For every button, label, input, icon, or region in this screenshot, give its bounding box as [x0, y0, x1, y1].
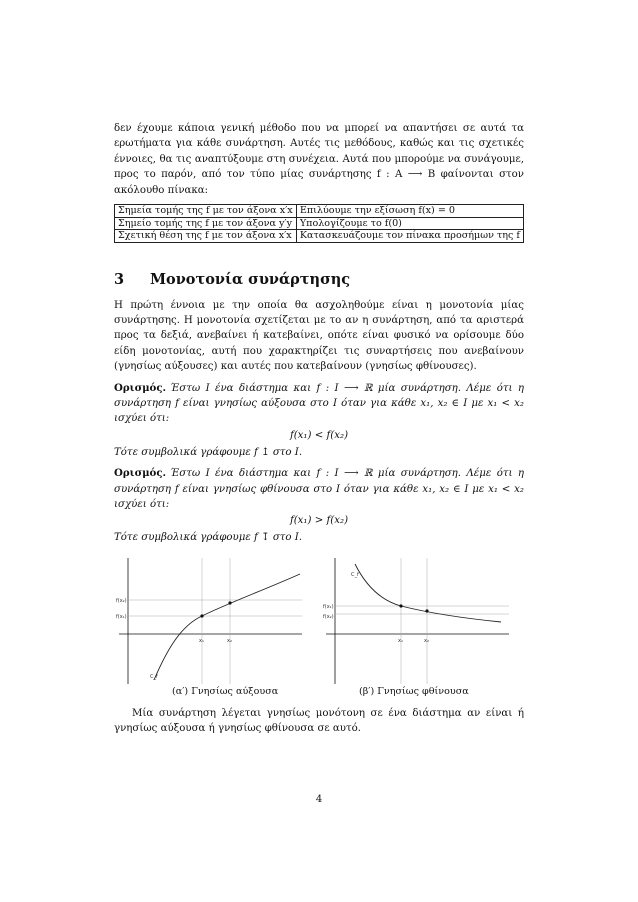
- properties-table: [114, 204, 524, 243]
- definition-text: Έστω I ένα διάστημα και f : I ⟶ ℝ μία συνάρτηση. Λέμε ότι η συνάρτηση f είναι γνησίως αύξουσα στο I όταν για κάθε x₁, x₂ ∈ I με x₁ < x₂ ισχύει ότι:: [114, 382, 524, 425]
- curve-label: C_f: [150, 673, 158, 680]
- final-paragraph: Μία συνάρτηση λέγεται γνησίως μονότονη σε ένα διάστημα αν είναι ή γνησίως αύξουσα ή γνησίως φθίνουσα σε αυτό.: [114, 707, 524, 735]
- table-cell: Υπολογίζουμε το f(0): [296, 217, 523, 230]
- fx1-label: f(x₁): [323, 603, 334, 610]
- table-cell: Σχετική θέση της f με τον άξονα x′x: [115, 230, 297, 243]
- definition-conclusion: Τότε συμβολικά γράφουμε f ↥ στο I.: [114, 446, 303, 458]
- figure-decreasing: [321, 554, 511, 697]
- table-row: [115, 230, 524, 243]
- section-title: Μονοτονία συνάρτησης: [150, 270, 351, 288]
- x1-label: x₁: [398, 637, 403, 644]
- intro-paragraph: δεν έχουμε κάποια γενική μέθοδο που να μπορεί να απαντήσει σε αυτά τα ερωτήματα για κάθε συνάρτηση. Αυτές τις μεθόδους, καθώς και τις σχετικές έννοιες, θα τις αναπτύξουμε στη συνέχεια. Αυτά που μπορούμε να συνάγουμε, προς το παρόν, από τον τύπο μίας συνάρτησης f : A ⟶ B φαίνονται στον ακόλουθο πίνακα:: [114, 123, 524, 196]
- section-paragraph: Η πρώτη έννοια με την οποία θα ασχοληθούμε είναι η μονοτονία μίας συνάρτησης. Η μονοτονία σχετίζεται με το αν η συνάρτηση, από τα αριστερά προς τα δεξιά, ανεβαίνει ή κατεβαίνει, οπότε είναι φυσικό να ορίσουμε δύο είδη μονοτονίας, αυτή που χαρακτηρίζει τις συναρτήσεις που ανεβαίνουν (γνησίως αύξουσες) και αυτές που κατεβαίνουν (γνησίως φθίνουσες).: [114, 299, 524, 373]
- definition-text: Έστω I ένα διάστημα και f : I ⟶ ℝ μία συνάρτηση. Λέμε ότι η συνάρτηση f είναι γνησίως φθίνουσα στο I όταν για κάθε x₁, x₂ ∈ I με x₁ < x₂ ισχύει ότι:: [114, 468, 524, 510]
- point-x1: [200, 614, 203, 617]
- page-number: 4: [315, 794, 323, 805]
- section-heading: [114, 271, 524, 288]
- fx2-label: f(x₂): [323, 613, 334, 620]
- page-content: [114, 121, 524, 737]
- table-cell: Επιλύουμε την εξίσωση f(x) = 0: [296, 205, 523, 218]
- definition-label: Ορισμός.: [114, 381, 167, 394]
- figures-row: [114, 554, 524, 697]
- formula-decreasing: f(x₁) > f(x₂): [289, 515, 349, 527]
- curve-label: C_f: [351, 571, 359, 578]
- table-row: [115, 205, 524, 218]
- section-number: 3: [114, 270, 125, 288]
- fx2-label: f(x₂): [116, 597, 127, 604]
- definition-label: Ορισμός.: [114, 467, 167, 480]
- table-row: [115, 217, 524, 230]
- table-cell: Κατασκευάζουμε τον πίνακα προσήμων της f: [296, 230, 523, 243]
- figure-caption: (β′) Γνησίως φθίνουσα: [359, 685, 469, 697]
- definition-conclusion: Τότε συμβολικά γράφουμε f ↧ στο I.: [114, 532, 303, 544]
- point-x2: [228, 601, 231, 604]
- figure-caption: (α′) Γνησίως αύξουσα: [172, 685, 279, 697]
- point-x1: [399, 604, 402, 607]
- table-cell: Σημεία τομής της f με τον άξονα x′x: [115, 205, 297, 218]
- formula-increasing: f(x₁) < f(x₂): [289, 429, 349, 441]
- fx1-label: f(x₁): [116, 613, 127, 620]
- decreasing-curve: [355, 564, 501, 622]
- definition-decreasing: [114, 466, 524, 512]
- definition-increasing: [114, 381, 524, 427]
- x2-label: x₂: [424, 637, 429, 644]
- increasing-curve: [154, 574, 300, 680]
- figure-increasing: [114, 554, 304, 697]
- point-x2: [425, 609, 428, 612]
- x2-label: x₂: [227, 637, 232, 644]
- increasing-graph: [114, 554, 304, 686]
- x1-label: x₁: [199, 637, 204, 644]
- table-cell: Σημείο τομής της f με τον άξονα y′y: [115, 217, 297, 230]
- decreasing-graph: [321, 554, 511, 686]
